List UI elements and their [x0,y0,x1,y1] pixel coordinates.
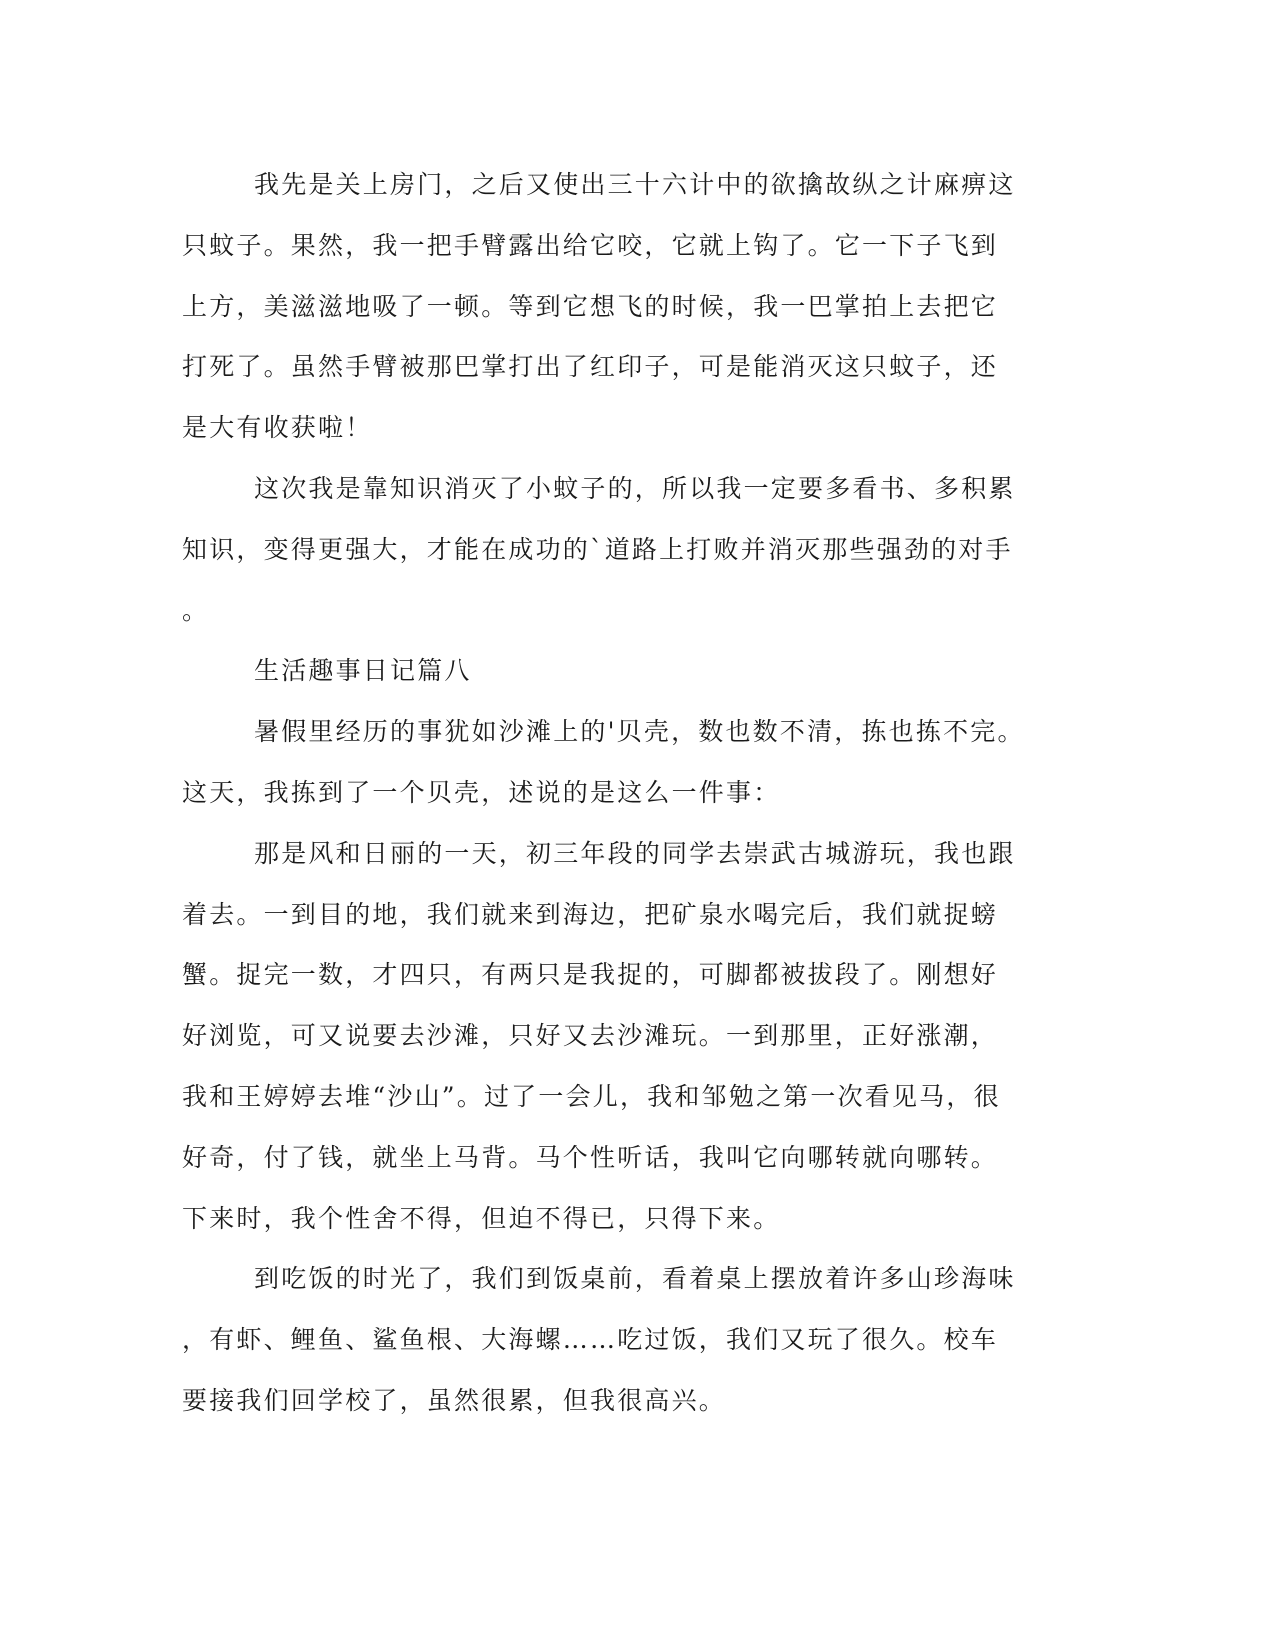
text-line: 要接我们回学校了，虽然很累，但我很高兴。 [182,1385,727,1415]
text-line: 只蚊子。果然，我一把手臂露出给它咬，它就上钩了。它一下子飞到 [182,230,999,260]
text-line: 知识，变得更强大，才能在成功的`道路上打败并消灭那些强劲的对手 [182,534,1013,564]
document-body [182,155,1042,1432]
text-line: 这天，我拣到了一个贝壳，述说的是这么一件事： [182,777,781,807]
text-line: 是大有收获啦！ [182,413,373,443]
text-line: 我和王婷婷去堆“沙山”。过了一会儿，我和邹勉之第一次看见马，很 [182,1081,1001,1111]
text-line: ，有虾、鲤鱼、鲨鱼根、大海螺……吃过饭，我们又玩了很久。校车 [182,1325,999,1355]
text-line: 到吃饭的时光了，我们到饭桌前，看着桌上摆放着许多山珍海味 [254,1264,1016,1294]
text-line: 。 [182,595,210,625]
text-line: 好浏览，可又说要去沙滩，只好又去沙滩玩。一到那里，正好涨潮， [182,1021,999,1051]
text-line: 那是风和日丽的一天，初三年段的同学去崇武古城游玩，我也跟 [254,838,1016,868]
text-line: 好奇，付了钱，就坐上马背。马个性听话，我叫它向哪转就向哪转。 [182,1142,999,1172]
text-line: 这次我是靠知识消灭了小蚊子的，所以我一定要多看书、多积累 [254,473,1016,503]
text-line: 下来时，我个性舍不得，但迫不得已，只得下来。 [182,1203,781,1233]
text-line: 着去。一到目的地，我们就来到海边，把矿泉水喝完后，我们就捉螃 [182,899,999,929]
text-line: 上方，美滋滋地吸了一顿。等到它想飞的时候，我一巴掌拍上去把它 [182,291,999,321]
text-line: 打死了。虽然手臂被那巴掌打出了红印子，可是能消灭这只蚊子，还 [182,352,999,382]
section-heading: 生活趣事日记篇八 [254,656,472,686]
text-line: 我先是关上房门，之后又使出三十六计中的欲擒故纵之计麻痹这 [254,170,1016,199]
text-line: 蟹。捉完一数，才四只，有两只是我捉的，可脚都被拔段了。刚想好 [182,960,999,990]
text-line: 暑假里经历的事犹如沙滩上的'贝壳，数也数不清，拣也拣不完。 [254,717,1025,747]
